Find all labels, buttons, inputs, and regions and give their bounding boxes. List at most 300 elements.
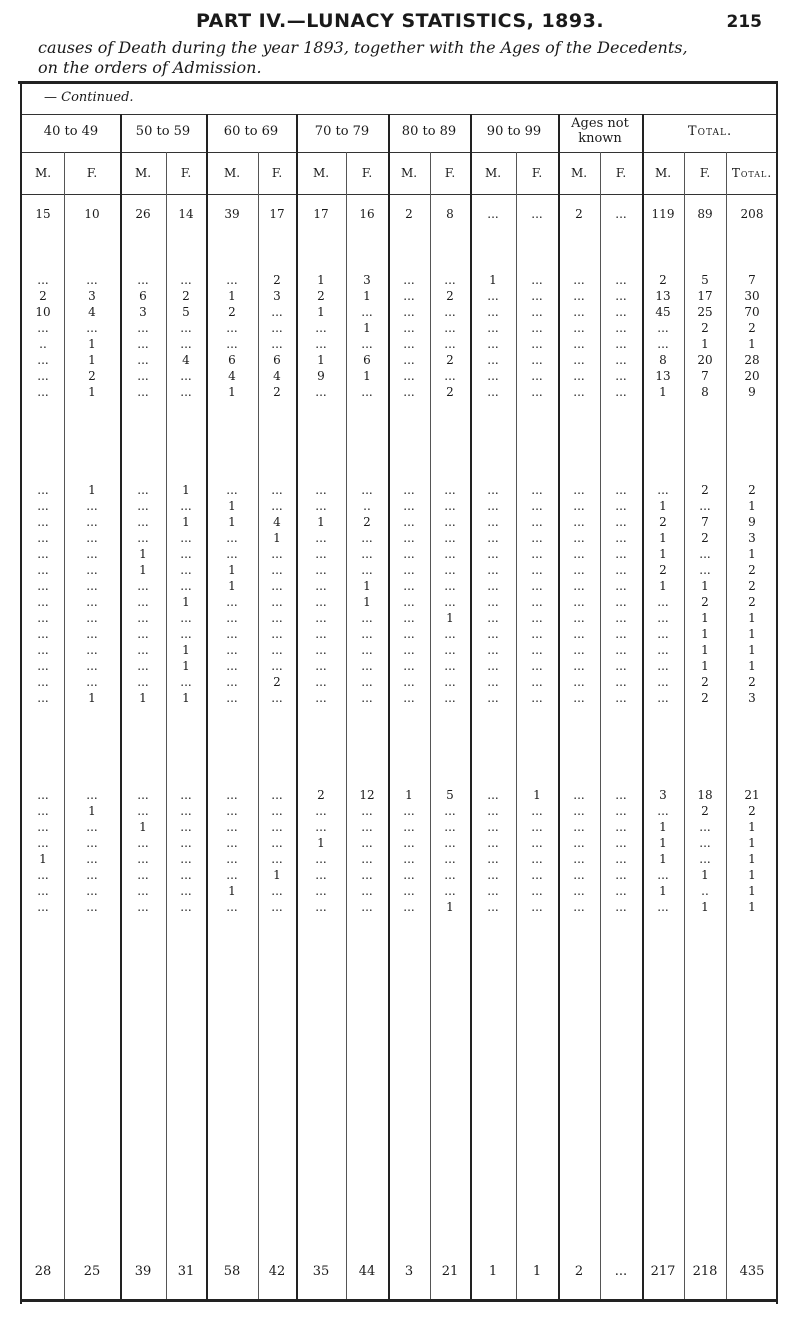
table-cell: 28: [744, 353, 760, 367]
table-cell: 1: [701, 337, 709, 351]
age-group-header: Ages not known: [571, 116, 629, 146]
table-cell: ...: [37, 788, 49, 802]
table-cell: ...: [487, 820, 499, 834]
table-cell: ...: [37, 868, 49, 882]
table-cell: ...: [403, 273, 415, 287]
table-cell: ...: [137, 884, 149, 898]
table-cell: ...: [137, 369, 149, 383]
table-cell: ...: [487, 385, 499, 399]
table-cell: ...: [444, 499, 456, 513]
table-cell: ...: [531, 499, 543, 513]
table-cell: ...: [487, 691, 499, 705]
table-cell: ...: [86, 547, 98, 561]
table-cell: 25: [697, 305, 713, 319]
table-cell: ...: [573, 659, 585, 673]
sex-header-rule: [22, 194, 776, 195]
table-cell: ...: [657, 643, 669, 657]
age-group-header: 90 to 99: [486, 124, 542, 139]
group-header-rule: [22, 152, 776, 153]
table-top-rule: [22, 114, 776, 115]
table-cell: 2: [748, 563, 756, 577]
table-cell: ...: [271, 852, 283, 866]
table-cell: ...: [361, 820, 373, 834]
table-cell: ...: [86, 788, 98, 802]
table-cell: 3: [273, 289, 281, 303]
table-cell: ...: [361, 659, 373, 673]
table-cell: ...: [403, 515, 415, 529]
sex-header: F.: [531, 166, 543, 180]
table-cell: ...: [315, 643, 327, 657]
table-cell: ...: [615, 868, 627, 882]
table-cell: ...: [531, 531, 543, 545]
table-cell: ...: [361, 852, 373, 866]
table-cell: ...: [86, 321, 98, 335]
table-cell: ...: [403, 499, 415, 513]
table-cell: ...: [86, 900, 98, 914]
table-cell: 2: [748, 675, 756, 689]
table-cell: ...: [487, 643, 499, 657]
table-cell: 3: [748, 691, 756, 705]
table-cell: ...: [86, 499, 98, 513]
table-cell: ...: [180, 852, 192, 866]
total-cell: 435: [739, 1264, 765, 1279]
sex-header: M.: [134, 166, 152, 180]
table-cell: ...: [37, 499, 49, 513]
table-cell: ...: [361, 836, 373, 850]
table-cell: ...: [361, 483, 373, 497]
table-cell: 17: [269, 207, 285, 221]
table-cell: 2: [701, 804, 709, 818]
table-cell: ...: [487, 675, 499, 689]
table-cell: 8: [446, 207, 454, 221]
table-cell: ...: [531, 289, 543, 303]
table-cell: ...: [487, 868, 499, 882]
table-cell: 6: [228, 353, 236, 367]
table-cell: ...: [403, 884, 415, 898]
table-cell: 2: [748, 804, 756, 818]
table-cell: ...: [615, 337, 627, 351]
table-cell: ...: [531, 836, 543, 850]
table-cell: ...: [137, 675, 149, 689]
table-cell: ...: [531, 595, 543, 609]
table-cell: 2: [748, 321, 756, 335]
table-cell: 45: [655, 305, 671, 319]
table-cell: 1: [659, 884, 667, 898]
table-cell: ...: [86, 675, 98, 689]
table-cell: ...: [573, 643, 585, 657]
table-cell: 2: [363, 515, 371, 529]
table-cell: ...: [444, 595, 456, 609]
table-cell: 1: [88, 353, 96, 367]
age-group-header: 40 to 49: [43, 124, 99, 139]
table-cell: ...: [37, 643, 49, 657]
table-cell: ...: [573, 321, 585, 335]
table-cell: 7: [748, 273, 756, 287]
sex-header: M.: [484, 166, 502, 180]
table-cell: ...: [487, 369, 499, 383]
table-cell: 2: [273, 273, 281, 287]
total-cell: 58: [223, 1264, 241, 1279]
table-cell: ...: [487, 579, 499, 593]
table-cell: ...: [315, 579, 327, 593]
table-cell: ...: [444, 305, 456, 319]
table-cell: 3: [88, 289, 96, 303]
table-cell: ...: [403, 321, 415, 335]
table-cell: 6: [273, 353, 281, 367]
table-cell: ...: [180, 273, 192, 287]
table-cell: ...: [137, 499, 149, 513]
table-cell: ...: [531, 353, 543, 367]
table-cell: ...: [180, 884, 192, 898]
table-cell: ...: [315, 611, 327, 625]
table-cell: 2: [748, 579, 756, 593]
table-cell: ...: [403, 836, 415, 850]
table-cell: 208: [740, 207, 764, 221]
total-cell: 31: [177, 1264, 195, 1279]
table-cell: ...: [180, 868, 192, 882]
sex-header: F.: [180, 166, 192, 180]
table-cell: ...: [180, 788, 192, 802]
table-cell: ...: [615, 836, 627, 850]
table-cell: ...: [37, 611, 49, 625]
table-cell: 2: [701, 321, 709, 335]
table-cell: ...: [615, 643, 627, 657]
table-cell: 1: [139, 563, 147, 577]
table-cell: 1: [317, 273, 325, 287]
table-cell: 6: [363, 353, 371, 367]
table-cell: ...: [531, 611, 543, 625]
table-cell: ...: [615, 515, 627, 529]
table-cell: ...: [180, 804, 192, 818]
table-cell: ...: [37, 836, 49, 850]
total-cell: 21: [441, 1264, 459, 1279]
table-cell: ...: [86, 563, 98, 577]
table-cell: ...: [403, 385, 415, 399]
table-cell: 4: [88, 305, 96, 319]
table-cell: ...: [573, 483, 585, 497]
table-cell: ...: [137, 337, 149, 351]
table-cell: ...: [615, 804, 627, 818]
age-group-header: Total.: [687, 124, 733, 139]
table-cell: ...: [444, 483, 456, 497]
table-cell: ..: [701, 884, 709, 898]
table-cell: ...: [531, 369, 543, 383]
table-cell: ...: [361, 337, 373, 351]
table-cell: ...: [226, 836, 238, 850]
table-cell: ...: [86, 836, 98, 850]
table-cell: ...: [37, 515, 49, 529]
table-cell: 9: [748, 515, 756, 529]
table-cell: ...: [226, 788, 238, 802]
table-cell: 1: [748, 836, 756, 850]
table-cell: ...: [487, 611, 499, 625]
table-cell: ...: [37, 820, 49, 834]
table-cell: ...: [180, 579, 192, 593]
sex-header: F.: [615, 166, 627, 180]
table-cell: ...: [403, 563, 415, 577]
table-cell: ...: [531, 852, 543, 866]
table-cell: ...: [487, 900, 499, 914]
table-cell: ...: [615, 884, 627, 898]
table-cell: 1: [446, 900, 454, 914]
table-cell: ...: [137, 273, 149, 287]
table-cell: ...: [403, 289, 415, 303]
table-cell: ...: [361, 611, 373, 625]
table-cell: ...: [226, 611, 238, 625]
table-cell: ...: [315, 691, 327, 705]
total-cell: 25: [83, 1264, 101, 1279]
table-cell: 2: [575, 207, 583, 221]
sex-header: F.: [86, 166, 98, 180]
table-cell: ...: [226, 595, 238, 609]
table-cell: ...: [403, 627, 415, 641]
table-cell: ...: [180, 563, 192, 577]
table-cell: ...: [37, 483, 49, 497]
table-cell: 12: [359, 788, 375, 802]
table-cell: ...: [137, 659, 149, 673]
table-cell: ...: [657, 675, 669, 689]
table-cell: ...: [531, 547, 543, 561]
table-cell: ...: [361, 675, 373, 689]
table-cell: 1: [748, 884, 756, 898]
table-cell: ...: [37, 659, 49, 673]
table-cell: ...: [226, 321, 238, 335]
table-cell: 1: [139, 820, 147, 834]
running-head: [0, 10, 800, 40]
table-cell: ...: [699, 499, 711, 513]
table-cell: ...: [573, 820, 585, 834]
table-cell: 1: [489, 273, 497, 287]
table-cell: ...: [573, 900, 585, 914]
table-cell: ...: [226, 531, 238, 545]
table-cell: ...: [657, 691, 669, 705]
table-cell: ...: [37, 321, 49, 335]
table-cell: ...: [37, 884, 49, 898]
table-cell: 2: [317, 788, 325, 802]
table-cell: ...: [531, 884, 543, 898]
age-group-header: 70 to 79: [314, 124, 370, 139]
running-title: PART IV.—LUNACY STATISTICS, 1893.: [195, 10, 605, 32]
table-cell: 1: [88, 483, 96, 497]
caption-line-2: on the orders of Admission.: [38, 58, 262, 77]
table-cell: 1: [228, 884, 236, 898]
table-cell: ...: [531, 385, 543, 399]
table-cell: ...: [361, 531, 373, 545]
table-cell: 1: [228, 563, 236, 577]
table-cell: ...: [531, 627, 543, 641]
table-cell: ...: [315, 321, 327, 335]
table-cell: 21: [744, 788, 760, 802]
table-cell: 1: [659, 531, 667, 545]
table-cell: ...: [226, 820, 238, 834]
table-cell: ...: [37, 353, 49, 367]
table-cell: 1: [659, 385, 667, 399]
table-cell: ...: [615, 627, 627, 641]
table-cell: ...: [180, 531, 192, 545]
table-cell: ...: [699, 852, 711, 866]
table-cell: ...: [226, 337, 238, 351]
table-cell: ...: [86, 531, 98, 545]
table-cell: ...: [403, 820, 415, 834]
table-cell: ...: [271, 804, 283, 818]
table-cell: ...: [403, 852, 415, 866]
table-cell: 1: [363, 321, 371, 335]
table-cell: ...: [444, 884, 456, 898]
table-cell: ...: [271, 788, 283, 802]
table-cell: 1: [701, 643, 709, 657]
table-cell: ...: [315, 820, 327, 834]
table-cell: 2: [659, 273, 667, 287]
table-cell: ...: [137, 852, 149, 866]
table-cell: ...: [403, 804, 415, 818]
table-cell: ...: [573, 691, 585, 705]
table-cell: ...: [86, 611, 98, 625]
table-cell: 1: [748, 643, 756, 657]
table-cell: ...: [444, 804, 456, 818]
table-cell: ...: [444, 820, 456, 834]
table-cell: 1: [748, 627, 756, 641]
table-cell: ...: [137, 595, 149, 609]
table-cell: 2: [701, 675, 709, 689]
table-cell: 2: [182, 289, 190, 303]
table-cell: ...: [315, 900, 327, 914]
table-cell: 15: [35, 207, 51, 221]
table-cell: ...: [226, 691, 238, 705]
table-cell: ...: [86, 659, 98, 673]
table-cell: ...: [37, 547, 49, 561]
table-cell: 6: [139, 289, 147, 303]
table-cell: 1: [446, 611, 454, 625]
table-cell: ...: [573, 884, 585, 898]
table-cell: 1: [363, 369, 371, 383]
table-cell: 9: [748, 385, 756, 399]
table-cell: ...: [573, 289, 585, 303]
table-cell: ...: [271, 611, 283, 625]
table-cell: 2: [317, 289, 325, 303]
table-caption: [38, 38, 758, 78]
table-cell: ...: [573, 515, 585, 529]
sex-header: M.: [312, 166, 330, 180]
table-cell: 1: [317, 836, 325, 850]
table-cell: 17: [697, 289, 713, 303]
table-cell: ...: [403, 369, 415, 383]
table-cell: ...: [615, 483, 627, 497]
table-cell: ...: [361, 691, 373, 705]
table-cell: ...: [86, 884, 98, 898]
sex-header: M.: [223, 166, 241, 180]
table-cell: ...: [271, 627, 283, 641]
table-cell: ...: [137, 531, 149, 545]
table-cell: ...: [531, 305, 543, 319]
table-cell: ...: [37, 531, 49, 545]
table-cell: ...: [444, 273, 456, 287]
table-cell: ...: [487, 852, 499, 866]
table-cell: 1: [701, 579, 709, 593]
table-cell: ...: [444, 627, 456, 641]
table-cell: ...: [315, 483, 327, 497]
table-cell: ...: [180, 820, 192, 834]
sex-header: M.: [570, 166, 588, 180]
table-cell: ...: [615, 321, 627, 335]
age-group-header: 60 to 69: [223, 124, 279, 139]
table-cell: ...: [615, 563, 627, 577]
table-cell: ...: [444, 579, 456, 593]
totals-rule: [22, 1299, 776, 1302]
table-cell: 7: [701, 515, 709, 529]
table-cell: ...: [37, 675, 49, 689]
table-cell: ...: [37, 804, 49, 818]
table-cell: ...: [615, 531, 627, 545]
table-cell: ...: [86, 868, 98, 882]
table-cell: ...: [531, 691, 543, 705]
table-cell: ...: [361, 643, 373, 657]
table-cell: ...: [531, 675, 543, 689]
table-cell: ...: [226, 627, 238, 641]
table-cell: ...: [615, 207, 627, 221]
table-cell: 10: [35, 305, 51, 319]
table-cell: ...: [573, 547, 585, 561]
table-cell: ...: [403, 868, 415, 882]
table-cell: ...: [657, 611, 669, 625]
table-cell: 30: [744, 289, 760, 303]
table-cell: ...: [403, 579, 415, 593]
table-cell: ...: [403, 659, 415, 673]
table-cell: ...: [573, 369, 585, 383]
total-cell: 1: [488, 1264, 498, 1279]
table-cell: 1: [701, 868, 709, 882]
table-cell: ...: [315, 595, 327, 609]
table-cell: ...: [137, 836, 149, 850]
table-cell: ...: [271, 691, 283, 705]
total-cell: 1: [532, 1264, 542, 1279]
table-cell: 7: [701, 369, 709, 383]
table-cell: 2: [659, 515, 667, 529]
table-cell: ...: [531, 643, 543, 657]
table-cell: ...: [487, 804, 499, 818]
table-cell: ...: [657, 483, 669, 497]
table-cell: ...: [361, 547, 373, 561]
table-cell: ...: [615, 788, 627, 802]
table-cell: ...: [315, 675, 327, 689]
table-cell: 2: [446, 289, 454, 303]
table-cell: 1: [182, 483, 190, 497]
table-cell: ...: [615, 691, 627, 705]
table-cell: 2: [446, 385, 454, 399]
table-cell: ...: [573, 531, 585, 545]
table-cell: ...: [531, 900, 543, 914]
table-cell: ...: [531, 483, 543, 497]
table-cell: ...: [315, 659, 327, 673]
table-cell: ...: [403, 305, 415, 319]
table-cell: ...: [531, 563, 543, 577]
table-cell: 1: [363, 579, 371, 593]
table-cell: ...: [180, 675, 192, 689]
table-cell: 3: [363, 273, 371, 287]
table-cell: ...: [403, 337, 415, 351]
table-cell: ...: [137, 353, 149, 367]
table-cell: ...: [86, 820, 98, 834]
table-cell: ...: [361, 804, 373, 818]
table-cell: ...: [615, 499, 627, 513]
table-cell: 1: [363, 289, 371, 303]
table-cell: ...: [226, 852, 238, 866]
table-cell: ...: [573, 337, 585, 351]
table-cell: ...: [226, 547, 238, 561]
table-cell: 8: [701, 385, 709, 399]
table-cell: 4: [182, 353, 190, 367]
table-cell: 4: [228, 369, 236, 383]
table-cell: ...: [487, 531, 499, 545]
